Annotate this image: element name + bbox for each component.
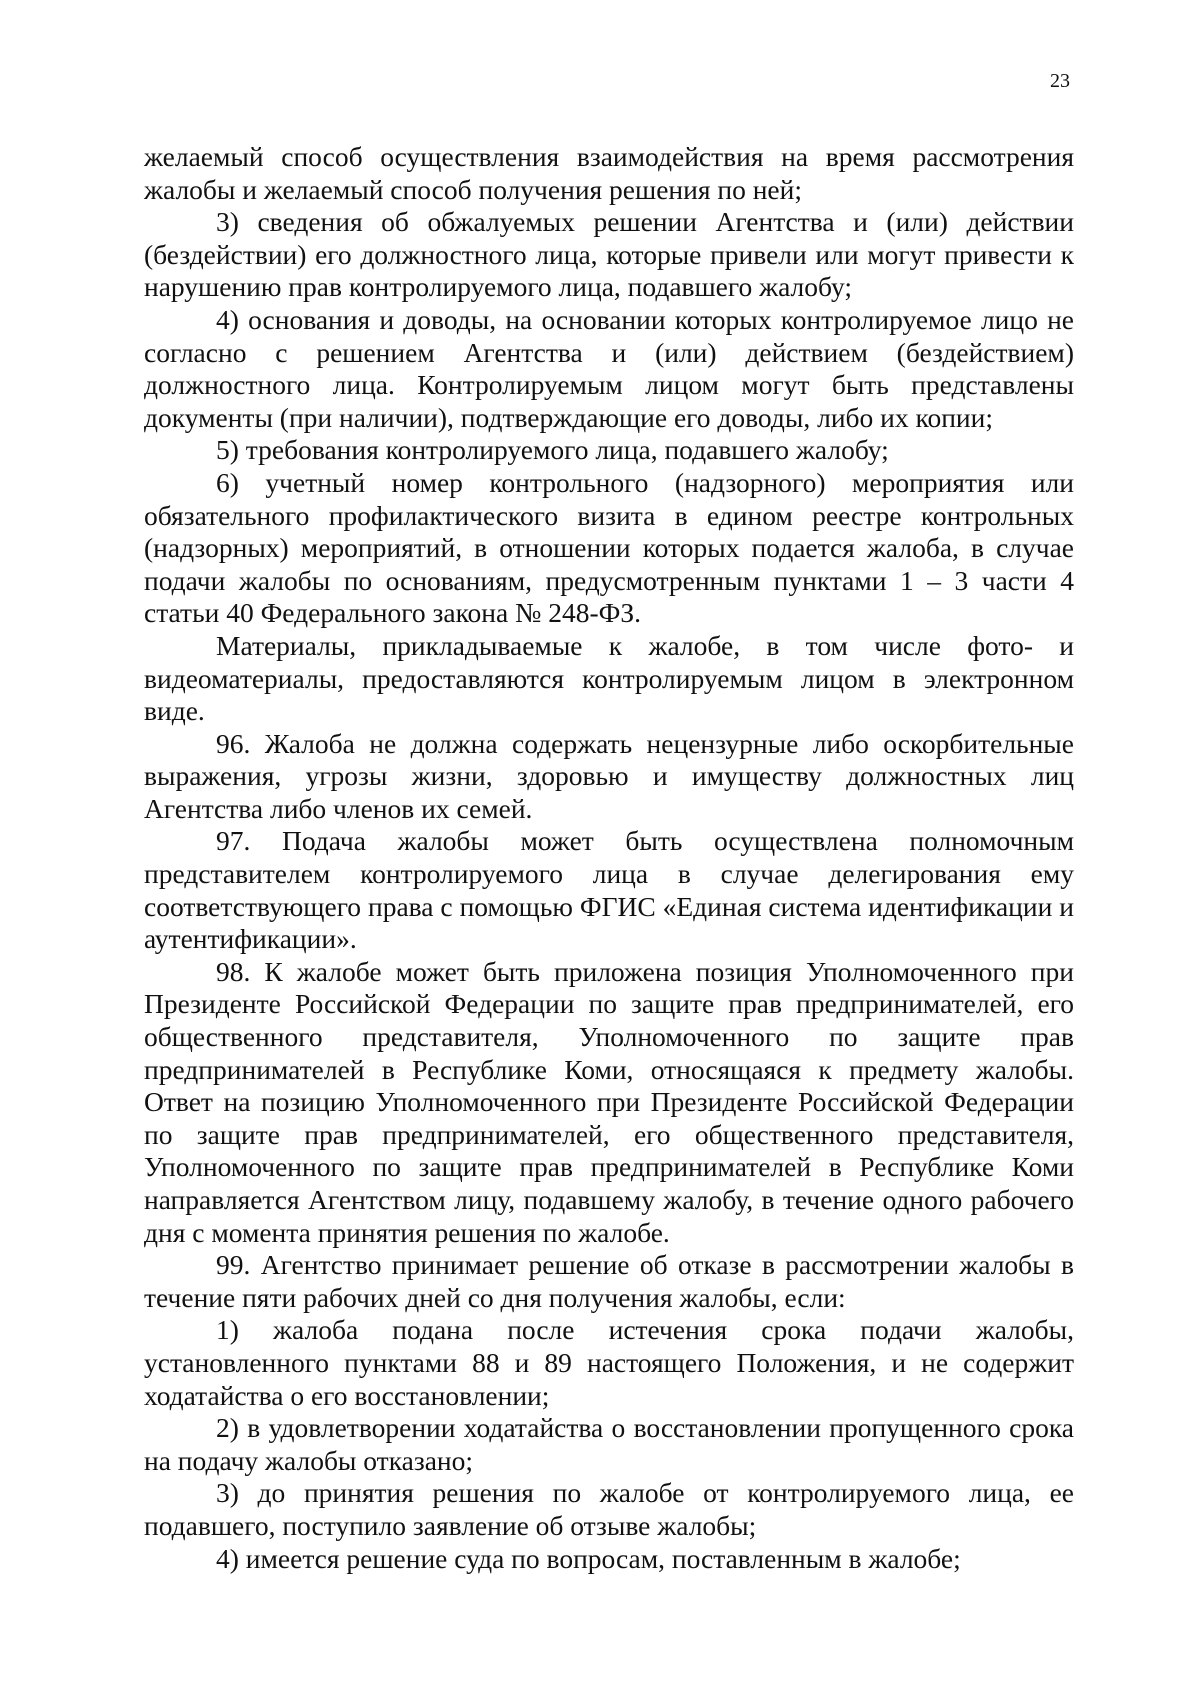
clause-99-item-1: 1) жалоба подана после истечения срока подачи жалобы, установленного пунктами 88 и 89 настоящего Положения, и не содержит ходатайства о его восстановлении; bbox=[144, 1314, 1074, 1411]
list-item-6: 6) учетный номер контрольного (надзорного) мероприятия или обязательного профилактического визита в едином реестре контрольных (надзорных) мероприятий, в отношении которых подается жалоба, в случае подачи жалобы по основаниям, предусмотренным пунктами 1 – 3 части 4 статьи 40 Федерального закона № 248-ФЗ. bbox=[144, 466, 1074, 629]
clause-99: 99. Агентство принимает решение об отказе в рассмотрении жалобы в течение пяти рабочих дней со дня получения жалобы, если: bbox=[144, 1249, 1074, 1313]
list-item-5: 5) требования контролируемого лица, подавшего жалобу; bbox=[216, 434, 889, 466]
clause-99-item-3: 3) до принятия решения по жалобе от контролируемого лица, ее подавшего, поступило заявление об отзыве жалобы; bbox=[144, 1477, 1074, 1541]
paragraph-materials: Материалы, прикладываемые к жалобе, в том числе фото- и видеоматериалы, предоставляются контролируемым лицом в электронном виде. bbox=[144, 629, 1074, 727]
list-item-4: 4) основания и доводы, на основании которых контролируемое лицо не согласно с решением Агентства и (или) действием (бездействием) должностного лица. Контролируемым лицом могут быть представлены документы (при наличии), подтверждающие его доводы, либо их копии; bbox=[144, 303, 1074, 433]
clause-99-item-2: 2) в удовлетворении ходатайства о восстановлении пропущенного срока на подачу жалобы отказано; bbox=[144, 1412, 1074, 1476]
clause-98: 98. К жалобе может быть приложена позиция Уполномоченного при Президенте Российской Федерации по защите прав предпринимателей, его общественного представителя, Уполномоченного по защите прав предпринимателей в Республике Коми, относящаяся к предмету жалобы. Ответ на позицию Уполномоченного при Президенте Российской Федерации по защите прав предпринимателей, его общественного представителя, Уполномоченного по защите прав предпринимателей в Республике Коми направляется Агентством лицу, подавшему жалобу, в течение одного рабочего дня с момента принятия решения по жалобе. bbox=[144, 955, 1074, 1248]
page-number: 23 bbox=[1050, 70, 1070, 92]
paragraph-continuation: желаемый способ осуществления взаимодействия на время рассмотрения жалобы и желаемый способ получения решения по ней; bbox=[144, 141, 1074, 205]
document-body bbox=[144, 141, 1074, 1575]
clause-97: 97. Подача жалобы может быть осуществлена полномочным представителем контролируемого лица в случае делегирования ему соответствующего права с помощью ФГИС «Единая система идентификации и аутентификации». bbox=[144, 825, 1074, 955]
list-item-3: 3) сведения об обжалуемых решении Агентства и (или) действии (бездействии) его должностного лица, которые привели или могут привести к нарушению прав контролируемого лица, подавшего жалобу; bbox=[144, 206, 1074, 303]
clause-96: 96. Жалоба не должна содержать нецензурные либо оскорбительные выражения, угрозы жизни, здоровью и имуществу должностных лиц Агентства либо членов их семей. bbox=[144, 727, 1074, 824]
clause-99-item-4: 4) имеется решение суда по вопросам, поставленным в жалобе; bbox=[216, 1542, 961, 1574]
